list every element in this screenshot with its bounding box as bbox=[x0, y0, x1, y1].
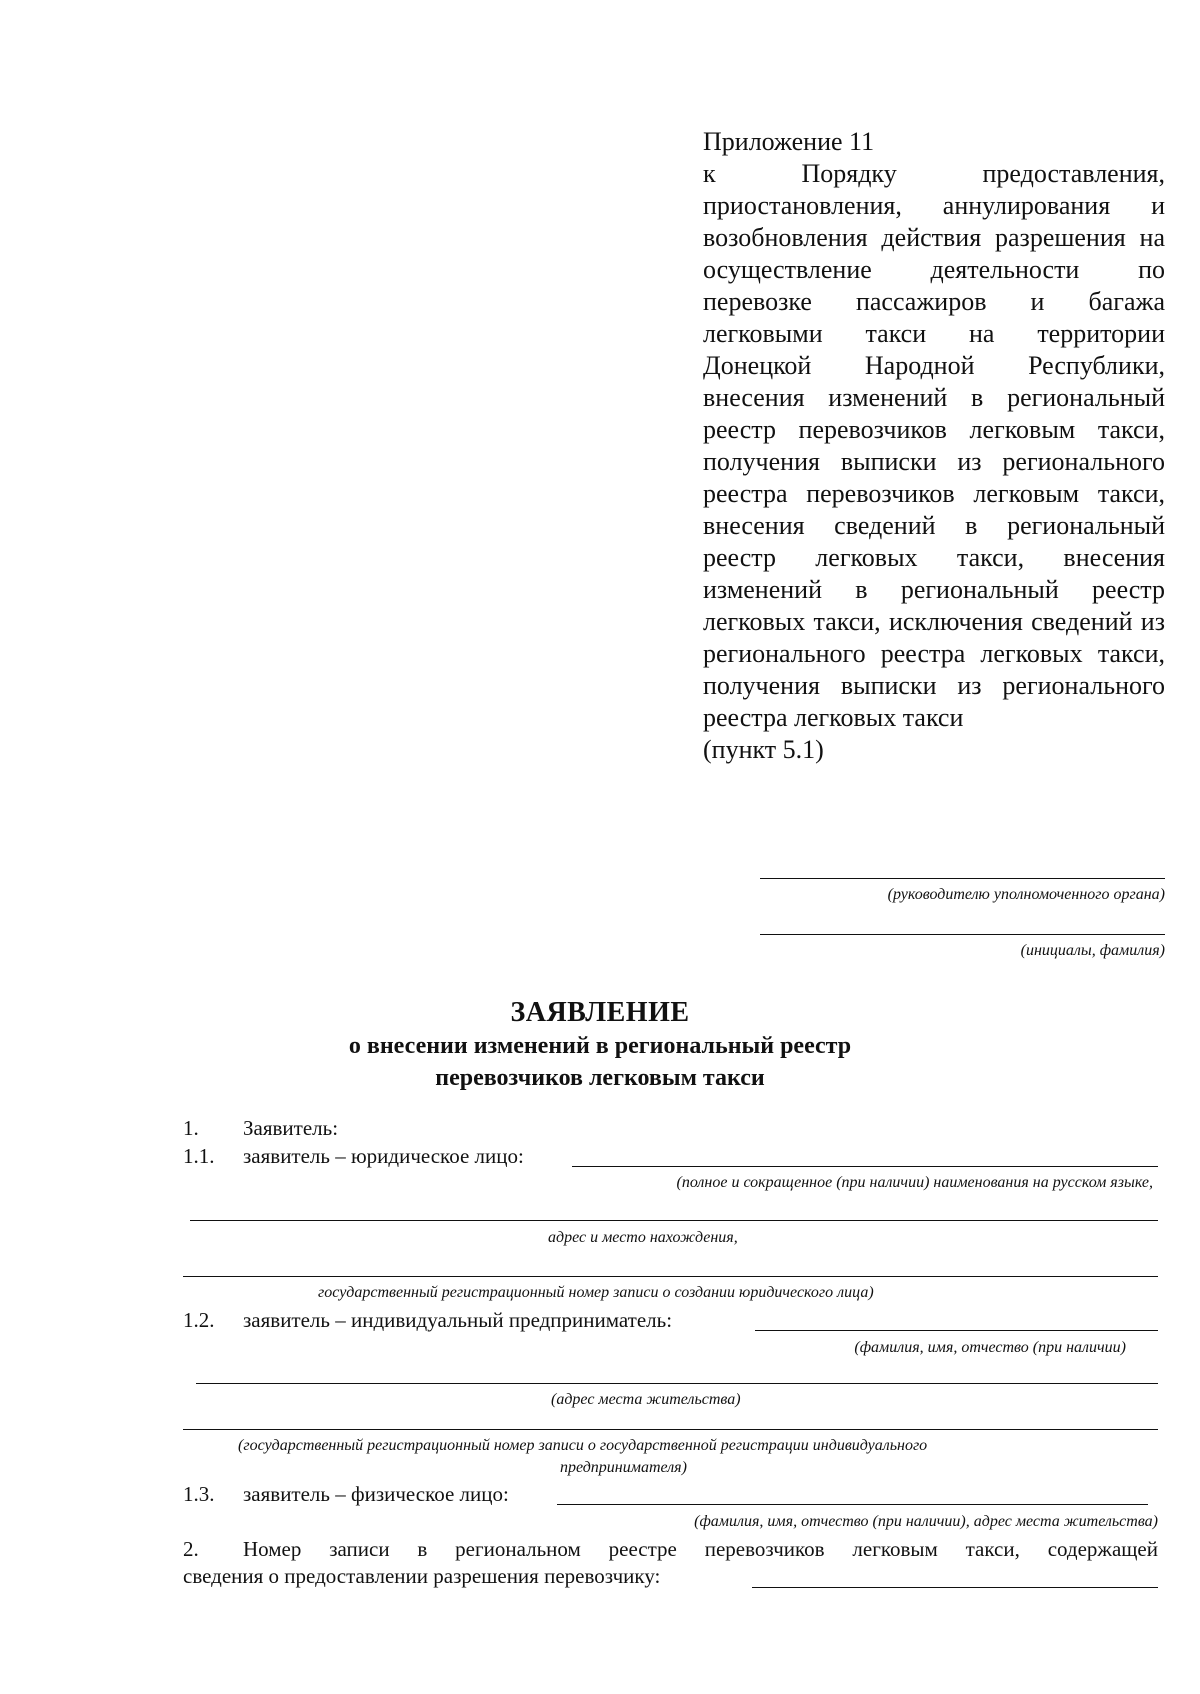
legal-entity-regnum-field[interactable] bbox=[183, 1276, 1158, 1277]
section-2-line-1 bbox=[183, 1535, 1158, 1563]
entrepreneur-regnum-hint-line-1: (государственный регистрационный номер записи о государственной регистрации индивидуального bbox=[238, 1437, 928, 1454]
annex-title: Приложение 11 bbox=[703, 127, 875, 156]
section-1-label: Заявитель: bbox=[243, 1116, 339, 1140]
section-1-2-number: 1.2. bbox=[183, 1308, 215, 1332]
entrepreneur-name-hint: (фамилия, имя, отчество (при наличии) bbox=[854, 1339, 1126, 1356]
addressee-name-line[interactable] bbox=[760, 934, 1165, 935]
section-1-2-label: заявитель – индивидуальный предприниматель: bbox=[243, 1308, 673, 1332]
addressee-head-caption: (руководителю уполномоченного органа) bbox=[887, 886, 1165, 903]
entrepreneur-regnum-field[interactable] bbox=[183, 1429, 1158, 1430]
addressee-name-caption: (инициалы, фамилия) bbox=[1020, 942, 1165, 959]
section-1-3-label: заявитель – физическое лицо: bbox=[243, 1482, 509, 1506]
legal-entity-regnum-hint: государственный регистрационный номер записи о создании юридического лица) bbox=[318, 1284, 874, 1301]
section-2-text-line-1: Номер записи в региональном реестре перевозчиков легковым такси, содержащей bbox=[243, 1537, 1158, 1561]
natural-person-hint: (фамилия, имя, отчество (при наличии), адрес места жительства) bbox=[694, 1513, 1158, 1530]
legal-entity-address-field[interactable] bbox=[190, 1220, 1158, 1221]
section-1-1-label: заявитель – юридическое лицо: bbox=[243, 1144, 524, 1168]
section-1 bbox=[183, 1115, 1158, 1141]
section-2-line-2 bbox=[183, 1563, 1158, 1589]
entrepreneur-name-field[interactable] bbox=[755, 1330, 1158, 1331]
registry-record-number-field[interactable] bbox=[752, 1587, 1158, 1588]
annex-body: к Порядку предоставления, приостановления, аннулирования и возобновления действия разрешения на осуществление деятельности по перевозке пассажиров и багажа легковыми такси на территории Донецкой Народной Республики, внесения изменений в региональный реестр перевозчиков легковым такси, получения выписки из регионального реестра перевозчиков легковым такси, внесения сведений в региональный реестр легковых такси, внесения изменений в региональный реестр легковых такси, исключения сведений из регионального реестра легковых такси, получения выписки из регионального реестра легковых такси bbox=[703, 159, 1165, 732]
legal-entity-address-hint: адрес и место нахождения, bbox=[548, 1229, 738, 1246]
document-subtitle-line-1: о внесении изменений в региональный реестр bbox=[348, 1033, 852, 1059]
section-2-text-line-2: сведения о предоставлении разрешения перевозчику: bbox=[183, 1564, 661, 1588]
annex-block bbox=[703, 126, 1165, 766]
document-heading bbox=[100, 996, 1100, 1094]
section-1-number: 1. bbox=[183, 1116, 199, 1140]
document-title: ЗАЯВЛЕНИЕ bbox=[510, 997, 690, 1028]
legal-entity-name-hint: (полное и сокращенное (при наличии) наименования на русском языке, bbox=[676, 1174, 1153, 1191]
annex-clause: (пункт 5.1) bbox=[703, 735, 824, 764]
section-1-1-number: 1.1. bbox=[183, 1144, 215, 1168]
addressee-head-field[interactable] bbox=[760, 878, 1165, 905]
entrepreneur-address-hint: (адрес места жительства) bbox=[551, 1391, 741, 1408]
addressee-head-line[interactable] bbox=[760, 878, 1165, 879]
section-1-3-number: 1.3. bbox=[183, 1482, 215, 1506]
entrepreneur-address-field[interactable] bbox=[196, 1383, 1158, 1384]
natural-person-field[interactable] bbox=[557, 1504, 1148, 1505]
document-subtitle-line-2: перевозчиков легковым такси bbox=[435, 1065, 765, 1091]
section-2-number: 2. bbox=[183, 1537, 199, 1561]
entrepreneur-regnum-hint-line-2: предпринимателя) bbox=[560, 1459, 687, 1476]
addressee-name-field[interactable] bbox=[760, 934, 1165, 961]
legal-entity-name-field[interactable] bbox=[572, 1166, 1158, 1167]
